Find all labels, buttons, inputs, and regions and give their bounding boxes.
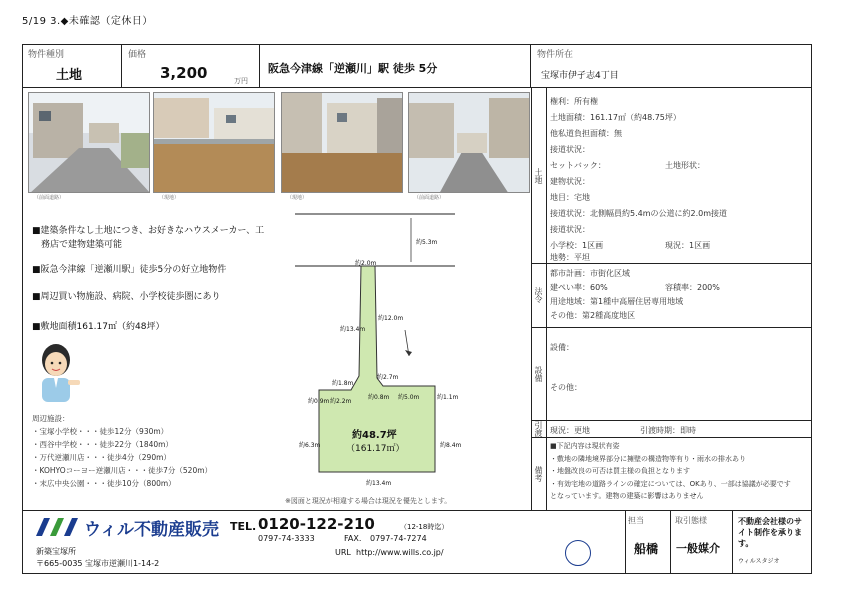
torihiki-label: 取引態様 [675,516,707,525]
info-road: 接道状況： [550,145,590,154]
info-other-law: その他：第2種高度地区 [550,311,636,320]
dim-label: 約13.4m [366,480,392,487]
remark-line: ・敷地の隣地境界部分に擁壁の構造物等有り・雨水の排水あり [550,454,746,463]
tantou-label: 担当 [628,516,644,525]
sec-line [531,327,812,328]
dim-label: 約6.3m [299,442,321,449]
top-note: 5/19 3.◆未確認（定休日） [22,16,153,27]
dim-label: 約13.4m [340,326,366,333]
tel-label: TEL. [230,520,257,533]
nearby-item: ・KOHYOコーヨー逆瀬川店・・・徒歩7分（520m） [32,466,213,475]
side-label-facility: 設備 [531,327,547,420]
bullet-4: ■敷地面積161.17㎡（約48坪） [32,322,165,332]
dim-label: 約1.8m [332,380,354,387]
location-value: 宝塚市伊孑志4丁目 [541,71,619,81]
dim-label: 約2.2m [330,398,352,405]
photo-lot-2 [281,92,403,193]
info-delivery: 引渡時期：即時 [640,426,696,435]
price-cell [122,44,260,88]
photo-street-1 [28,92,150,193]
plan-note: ※図面と現況が相違する場合は現況を優先とします。 [285,497,452,505]
price-unit: 万円 [234,77,248,85]
mascot-illustration [34,340,84,402]
photo-caption-2: （現地） [159,195,180,201]
side-label-law: 法令 [531,263,547,327]
dim-label: 約12.0m [378,315,404,322]
company-name: ウィル不動産販売 [84,520,219,540]
info-terrain: 地勢：平坦 [550,253,590,262]
photo-lot-1 [153,92,275,193]
plan-area-tsubo: 約48.7坪 [352,430,397,441]
info-current: 地目：宅地 [550,193,590,202]
site-plan [285,210,525,500]
footer-vline [625,510,626,574]
phone-2: 0797-74-3333 [258,534,315,543]
nearby-list [32,412,212,490]
nearby-item: ・末広中央公園・・・徒歩10分（800m） [32,479,176,488]
ad-text: 不動産会社様のサイト制作を承ります。 [738,517,802,548]
info-rights: 権利：所有権 [550,97,598,106]
photo-caption-4: （前面道路） [414,195,445,201]
branch: 新築宝塚所 [36,547,76,556]
remark-line: となっています。建物の建築に影響はありません [550,492,704,500]
info-cur-state: 現況：更地 [550,426,590,435]
access-text: 阪急今津線「逆瀬川」駅 徒歩 5分 [268,62,438,75]
url-label: URL [335,548,351,557]
remark-line: ・有効宅地の道路ラインの確定については、OKあり、一部は協議が必要です [550,479,791,488]
info-school2: 現況：1区画 [665,241,711,250]
photo-caption-3: （現地） [287,195,308,201]
dim-label: 約5.0m [398,394,420,401]
dim-label: 約2.0m [355,260,377,267]
type-cell [22,44,122,88]
certification-seal-icon [565,540,591,566]
sec-line [531,420,812,421]
photo-street-2 [408,92,530,193]
dim-label: 約5.3m [416,239,438,246]
sec-line [531,263,812,264]
price-value: 3,200 [160,64,208,82]
price-label: 価格 [128,50,147,60]
footer-vline [670,510,671,574]
info-land-area: 土地面積：161.17㎡（約48.75坪） [550,113,681,122]
info-zone: 都市計画：市街化区域 [550,269,630,278]
bullet-1: ■建築条件なし土地につき、お好きなハウスメーカー、工 [32,226,265,236]
company-logo [36,516,82,540]
side-label-status: 引渡 [531,420,547,437]
type-label: 物件種別 [28,50,65,60]
nearby-item: ・西谷中学校・・・徒歩22分（1840m） [32,440,173,449]
bullet-2: ■阪急今津線「逆瀬川駅」徒歩5分の好立地物件 [32,265,227,275]
sec-line [531,437,812,438]
access-cell [260,44,531,88]
info-use-zone: 用途地域：第1種中高層住居専用地域 [550,297,684,306]
header-row [22,44,812,88]
info-etc: その他： [550,383,582,392]
location-cell [531,44,812,88]
nearby-title: 周辺施設： [32,414,70,423]
remarks [550,440,791,503]
tel-number: 0120-122-210 [258,515,375,533]
footer-vline [732,510,733,574]
dim-label: 約8.4m [440,442,462,449]
footer-divider [22,510,812,511]
tantou-value: 船橋 [634,542,659,556]
location-label: 物件所在 [537,50,574,60]
info-other-area: 他私道負担面積：無 [550,129,622,138]
fax-number: 0797-74-7274 [370,534,427,543]
info-shape: 土地形状： [665,161,705,170]
remark-line: ■下記内容は現状有姿 [550,442,620,450]
remark-line: ・地盤改良の可否は買主様の負担となります [550,467,690,475]
info-road1: 接道状況：北側幅員約5.4mの公道に約2.0m接道 [550,209,728,218]
side-label-land: 土地 [531,88,547,263]
type-value: 土地 [56,68,83,83]
dim-label: 約0.8m [368,394,390,401]
torihiki-value: 一般媒介 [676,542,720,555]
info-building: 建物状況： [550,177,590,186]
dim-label: 約1.1m [437,394,459,401]
tel-note: （12-18時迄） [400,523,449,531]
nearby-item: ・万代逆瀬川店・・・徒歩4分（290m） [32,453,171,462]
bullet-3: ■周辺買い物施設、病院、小学校徒歩圏にあり [32,292,221,302]
info-road2: 接道状況： [550,225,590,234]
photo-caption-1: （前面道路） [34,195,65,201]
info-setback: セットバック： [550,161,606,170]
info-coverage: 建ぺい率：60% [550,283,608,292]
side-label-remark: 備考 [531,437,547,510]
fax-label: FAX. [344,534,362,543]
url-link[interactable]: http://www.wills.co.jp/ [356,548,444,557]
info-far: 容積率：200% [665,283,720,292]
info-school1: 小学校：1区画 [550,241,604,250]
address: 〒665-0035 宝塚市逆瀬川1-14-2 [36,559,160,568]
bullet-1b: 務店で建物建築可能 [32,240,123,250]
plan-area-sqm: （161.17㎡） [346,444,405,454]
ad-sub: ウィルスタジオ [738,558,780,565]
info-facility: 設備： [550,343,574,352]
dim-label: 約2.7m [377,374,399,381]
dim-label: 約0.9m [308,398,330,405]
nearby-item: ・宝塚小学校・・・徒歩12分（930m） [32,427,169,436]
